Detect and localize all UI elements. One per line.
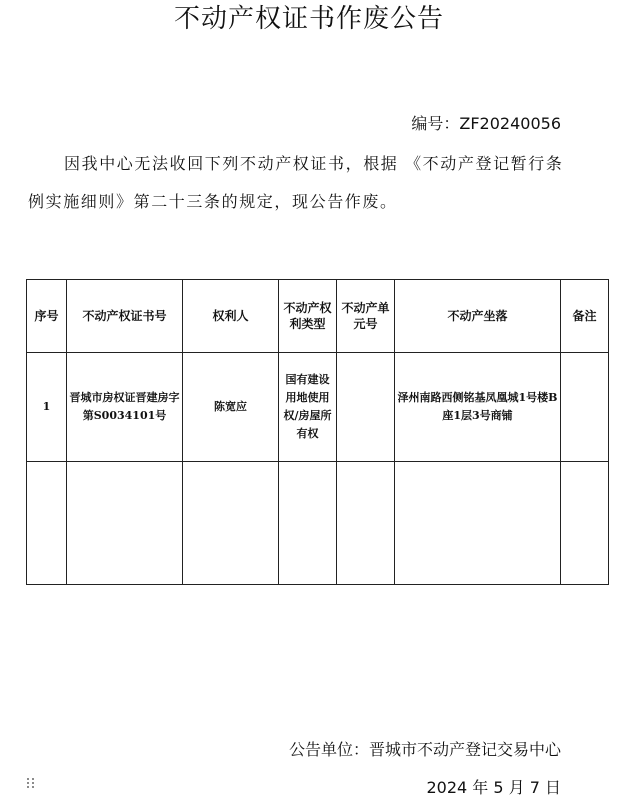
cell-owner — [183, 462, 279, 585]
cell-location — [395, 462, 561, 585]
header-owner: 权利人 — [183, 280, 279, 353]
header-cert-no: 不动产权证书号 — [67, 280, 183, 353]
header-index: 序号 — [27, 280, 67, 353]
document-number: 编号：ZF20240056 — [411, 114, 561, 133]
cell-note — [561, 462, 609, 585]
cell-index: 1 — [27, 353, 67, 462]
certificate-table — [26, 279, 609, 585]
cell-index — [27, 462, 67, 585]
table-header-row — [27, 280, 609, 353]
header-note: 备注 — [561, 280, 609, 353]
table-row — [27, 462, 609, 585]
announcement-body: 因我中心无法收回下列不动产权证书，根据 《不动产登记暂行条例实施细则》第二十三条的规定，现公告作废。 — [28, 154, 564, 211]
cell-unit-no — [337, 353, 395, 462]
document-title: 不动产权证书作废公告 — [173, 4, 444, 34]
cell-right-type: 国有建设用地使用权/房屋所有权 — [279, 353, 337, 462]
issue-date: 2024 年 5 月 7 日 — [426, 778, 561, 797]
cell-cert-no: 晋城市房权证晋建房字第S0034101号 — [67, 353, 183, 462]
cell-right-type — [279, 462, 337, 585]
header-unit-no: 不动产单元号 — [337, 280, 395, 353]
header-right-type: 不动产权利类型 — [279, 280, 337, 353]
cell-owner: 陈宽应 — [183, 353, 279, 462]
table-row — [27, 353, 609, 462]
drag-handle-icon[interactable] — [27, 778, 35, 794]
cell-unit-no — [337, 462, 395, 585]
cell-cert-no — [67, 462, 183, 585]
cell-location: 泽州南路西侧铭基凤凰城1号楼B座1层3号商铺 — [395, 353, 561, 462]
issuer-line: 公告单位：晋城市不动产登记交易中心 — [288, 740, 561, 759]
cell-note — [561, 353, 609, 462]
header-location: 不动产坐落 — [395, 280, 561, 353]
